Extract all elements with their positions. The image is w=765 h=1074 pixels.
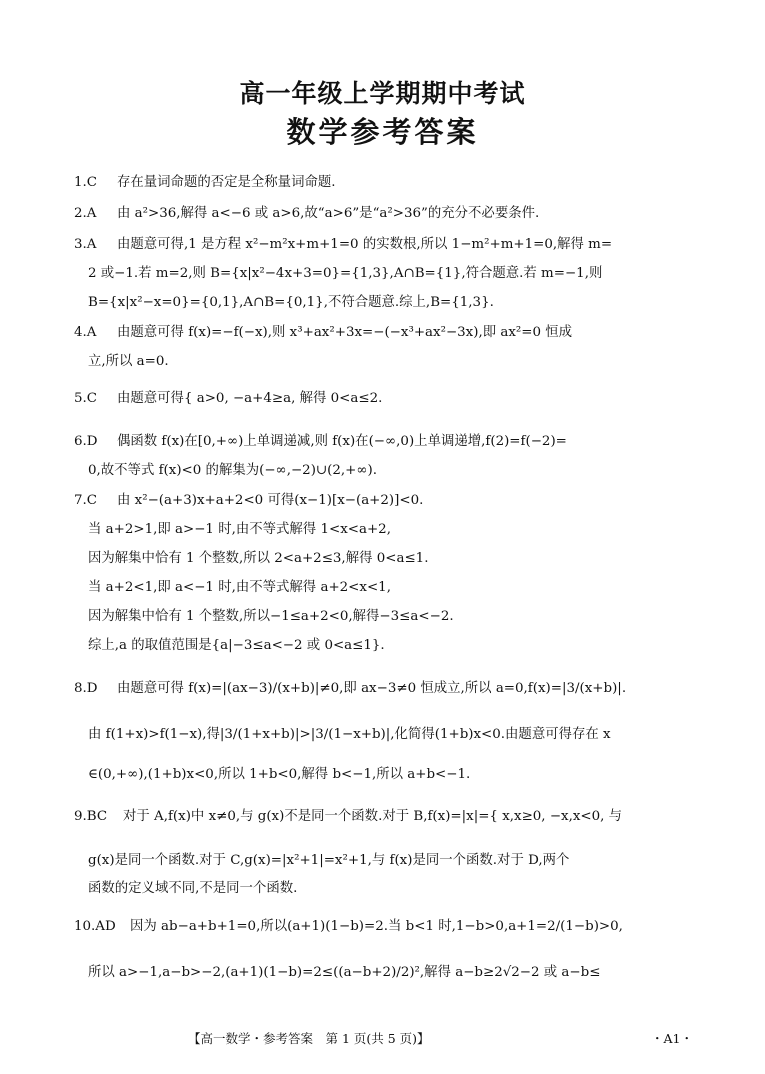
answer-2-line: 由 a²>36,解得 a<−6 或 a>6,故“a>6”是“a²>36”的充分不必要条件. [117,206,540,221]
answer-10-line: 因为 ab−a+b+1=0,所以(a+1)(1−b)=2.当 b<1 时,1−b>0,a+1=2/(1−b)>0, [130,919,623,934]
answer-4-line: 立,所以 a=0. [88,354,169,369]
answer-5-number: 5.C [74,391,98,406]
answer-5-line: 由题意可得{ a>0, −a+4≥a, 解得 0<a≤2. [117,391,383,406]
answer-9-number: 9.BC [74,809,108,824]
answer-4-line: 由题意可得 f(x)=−f(−x),则 x³+ax²+3x=−(−x³+ax²−3x),即 ax²=0 恒成 [117,325,573,340]
answer-8-line: ∈(0,+∞),(1+b)x<0,所以 1+b<0,解得 b<−1,所以 a+b<−1. [88,767,471,782]
answer-8-line: 由 f(1+x)>f(1−x),得|3/(1+x+b)|>|3/(1−x+b)|,化简得(1+b)x<0.由题意可得存在 x [88,727,611,742]
answer-7-line: 当 a+2>1,即 a>−1 时,由不等式解得 1<x<a+2, [88,522,391,537]
answer-8-line: 由题意可得 f(x)=|(ax−3)/(x+b)|≠0,即 ax−3≠0 恒成立,所以 a=0,f(x)=|3/(x+b)|. [117,681,627,696]
page-title: 高一年级上学期期中考试 [239,79,526,108]
answer-7-line: 综上,a 的取值范围是{a|−3≤a<−2 或 0<a≤1}. [88,638,385,653]
answer-3-line: 2 或−1.若 m=2,则 B={x|x²−4x+3=0}={1,3},A∩B={1},符合题意.若 m=−1,则 [88,266,603,281]
answer-4-number: 4.A [74,325,97,340]
answer-9-line: g(x)是同一个函数.对于 C,g(x)=|x²+1|=x²+1,与 f(x)是同一个函数.对于 D,两个 [88,853,570,868]
answer-9-line: 对于 A,f(x)中 x≠0,与 g(x)不是同一个函数.对于 B,f(x)=|x|={ x,x≥0, −x,x<0, 与 [123,809,623,824]
answer-10-number: 10.AD [74,919,116,934]
answer-7-line: 因为解集中恰有 1 个整数,所以 2<a+2≤3,解得 0<a≤1. [88,551,429,566]
answer-7-line: 当 a+2<1,即 a<−1 时,由不等式解得 a+2<x<1, [88,580,391,595]
answer-6-line: 偶函数 f(x)在[0,+∞)上单调递减,则 f(x)在(−∞,0)上单调递增,f(2)=f(−2)= [117,434,567,449]
page-code: ・A1・ [651,1031,693,1046]
answer-1-number: 1.C [74,175,98,190]
answer-3-number: 3.A [74,237,97,252]
page-subtitle: 数学参考答案 [286,115,479,149]
answer-3-line: 由题意可得,1 是方程 x²−m²x+m+1=0 的实数根,所以 1−m²+m+1=0,解得 m= [117,237,613,252]
answer-10-line: 所以 a>−1,a−b>−2,(a+1)(1−b)=2≤((a−b+2)/2)²,解得 a−b≥2√2−2 或 a−b≤ [88,965,601,980]
answer-6-line: 0,故不等式 f(x)<0 的解集为(−∞,−2)∪(2,+∞). [88,463,378,478]
answer-8-number: 8.D [74,681,98,696]
answer-2-number: 2.A [74,206,97,221]
answer-6-number: 6.D [74,434,98,449]
answer-7-number: 7.C [74,493,98,508]
answer-7-line: 由 x²−(a+3)x+a+2<0 可得(x−1)[x−(a+2)]<0. [117,493,424,508]
answer-7-line: 因为解集中恰有 1 个整数,所以−1≤a+2<0,解得−3≤a<−2. [88,609,454,624]
page-footer: 【高一数学・参考答案 第 1 页(共 5 页)】 [188,1031,430,1046]
answer-1-line: 存在量词命题的否定是全称量词命题. [117,175,336,190]
answer-9-line: 函数的定义域不同,不是同一个函数. [88,881,298,896]
answer-3-line: B={x|x²−x=0}={0,1},A∩B={0,1},不符合题意.综上,B={1,3}. [88,295,494,310]
